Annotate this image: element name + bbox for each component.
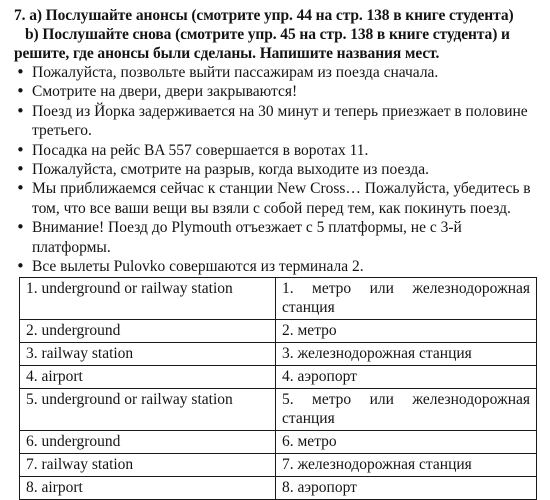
answer-english-cell: 7. railway station <box>20 454 276 477</box>
answer-english-cell: 2. underground <box>20 320 276 343</box>
answer-russian-cell: 4. аэропорт <box>276 366 537 389</box>
answer-russian-cell: 7. железнодорожная станция <box>276 454 537 477</box>
announcement-item: • Посадка на рейс BA 557 совершается в воротах 11. <box>14 141 542 160</box>
announcement-item: • Смотрите на двери, двери закрываются! <box>14 82 542 101</box>
table-row <box>20 366 537 389</box>
heading-line-3: решите, где анонсы были сделаны. Напишите названия мест. <box>14 45 440 62</box>
announcement-list <box>14 63 542 276</box>
table-row <box>20 454 537 477</box>
answer-english-cell: 4. airport <box>20 366 276 389</box>
announcement-item: • Поезд из Йорка задерживается на 30 минут и теперь приезжает в половине третьего. <box>14 102 542 141</box>
announcement-item: • Пожалуйста, позвольте выйти пассажирам из поезда сначала. <box>14 63 542 82</box>
answer-english-cell: 6. underground <box>20 431 276 454</box>
answer-english-cell: 5. underground or railway station <box>20 389 276 431</box>
table-row <box>20 320 537 343</box>
announcement-item: • Внимание! Поезд до Plymouth отъезжает с 5 платформы, не с 3-й платформы. <box>14 218 542 257</box>
table-row <box>20 343 537 366</box>
heading-line-1: 7. a) Послушайте анонсы (смотрите упр. 44 на стр. 138 в книге студента) <box>14 7 514 24</box>
announcement-item: • Мы приближаемся сейчас к станции New Cross… Пожалуйста, убедитесь в том, что все ваши вещи вы взяли с собой перед тем, как покинуть поезд. <box>14 179 542 218</box>
table-row <box>20 477 537 500</box>
answer-russian-cell: 1. метро или железнодорожная станция <box>276 278 537 320</box>
announcement-item: • Все вылеты Pulovko совершаются из терминала 2. <box>14 257 542 276</box>
table-row <box>20 278 537 320</box>
answer-english-cell: 8. airport <box>20 477 276 500</box>
table-row <box>20 389 537 431</box>
table-row <box>20 431 537 454</box>
answers-table <box>19 277 537 500</box>
announcement-item: • Пожалуйста, смотрите на разрыв, когда выходите из поезда. <box>14 160 542 179</box>
answer-english-cell: 3. railway station <box>20 343 276 366</box>
answer-english-cell: 1. underground or railway station <box>20 278 276 320</box>
answer-russian-cell: 3. железнодорожная станция <box>276 343 537 366</box>
answer-russian-cell: 5. метро или железнодорожная станция <box>276 389 537 431</box>
answer-russian-cell: 6. метро <box>276 431 537 454</box>
answer-russian-cell: 8. аэропорт <box>276 477 537 500</box>
answer-russian-cell: 2. метро <box>276 320 537 343</box>
heading-line-2: b) Послушайте снова (смотрите упр. 45 на стр. 138 в книге студента) и <box>25 26 510 43</box>
exercise-heading <box>14 6 542 63</box>
